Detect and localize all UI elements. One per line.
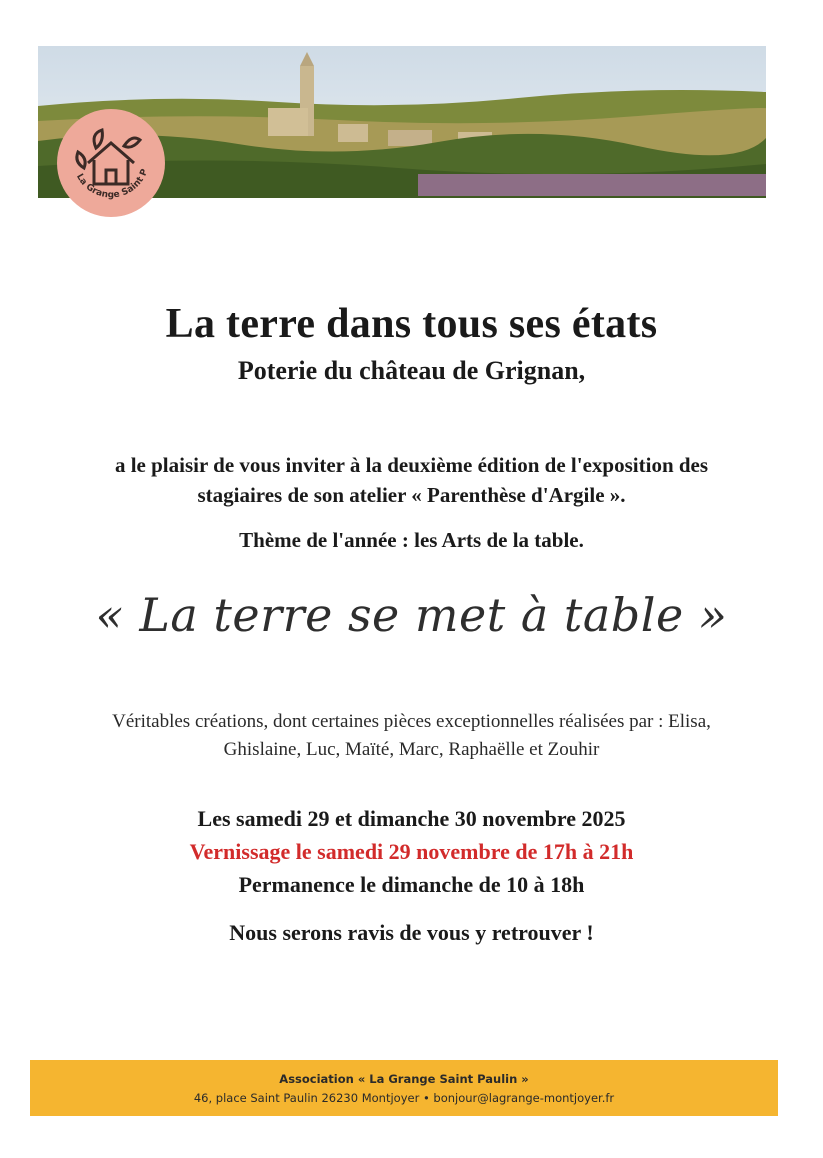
- vernissage-info: Vernissage le samedi 29 novembre de 17h à 21h: [189, 839, 634, 864]
- event-title: La terre dans tous ses états: [165, 301, 658, 347]
- closing-line: Nous serons ravis de vous y retrouver !: [229, 920, 594, 945]
- creations-line: Ghislaine, Luc, Maïté, Marc, Raphaëlle et Zouhir: [223, 739, 600, 760]
- association-name: Association « La Grange Saint Paulin »: [279, 1072, 529, 1086]
- invitation-text: [0, 450, 823, 510]
- association-footer: [30, 1060, 778, 1116]
- la-grange-logo: [56, 108, 166, 218]
- invitation-line: stagiaires de son atelier « Parenthèse d'Argile ».: [197, 483, 626, 507]
- association-address: 46, place Saint Paulin 26230 Montjoyer • bonjour@lagrange-montjoyer.fr: [193, 1091, 615, 1105]
- event-subtitle: Poterie du château de Grignan,: [237, 356, 586, 385]
- permanence-info: Permanence le dimanche de 10 à 18h: [238, 872, 585, 897]
- schedule: [0, 802, 823, 901]
- creations-text: [0, 708, 823, 764]
- invitation-line: a le plaisir de vous inviter à la deuxième édition de l'exposition des: [114, 453, 709, 477]
- logo-text: La Grange Saint P: [73, 167, 151, 201]
- theme-line: Thème de l'année : les Arts de la table.: [239, 528, 584, 552]
- creations-line: Véritables créations, dont certaines pièces exceptionnelles réalisées par : Elisa,: [112, 711, 711, 732]
- exhibition-motto: « La terre se met à table »: [95, 588, 728, 642]
- exhibition-dates: Les samedi 29 et dimanche 30 novembre 2025: [197, 806, 626, 831]
